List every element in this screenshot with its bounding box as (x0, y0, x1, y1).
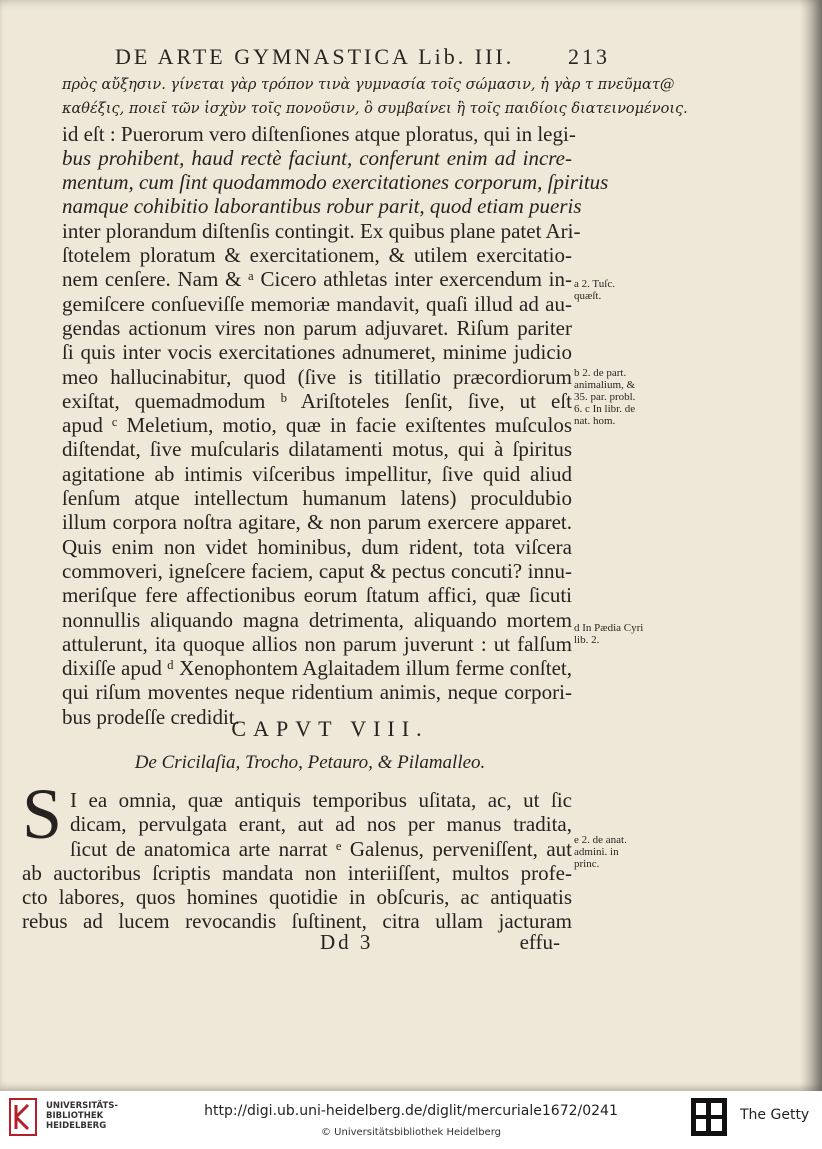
text-line: πρὸς αὔξησιν. γίνεται γὰρ τρόπον τινὰ γυμνασία τοῖς σώμασιν, ἡ γὰρ τ πνεῦματ@ (62, 77, 675, 93)
chapter-text-block (22, 788, 572, 934)
text-line: nem cenſere. Nam & ᵃ Cicero athletas inter exercendum in- (62, 267, 572, 292)
drop-capital: S (22, 774, 63, 854)
catchline (320, 930, 560, 954)
text-line: I ea omnia, quæ antiquis temporibus uſitata, ac, ut ſic (70, 788, 572, 812)
getty-label: The Getty (740, 1107, 810, 1123)
chapter-title: CAPVT VIII. (231, 716, 429, 741)
text-line: ſicut de anatomica arte narrat ᵉ Galenus, perveniſſent, aut (70, 836, 572, 861)
text-line: inter plorandum diſtenſis contingit. Ex quibus plane patet Ari- (62, 218, 581, 243)
text-line: illum corpora noſtra agitare, & non parum exercere apparet. (62, 510, 572, 535)
margin-note-b-c: b 2. de part. animalium, & 35. par. probl. 6. c In libr. de nat. hom. (574, 367, 636, 427)
text-line: mentum, cum ſint quodammodo exercitationes corporum, ſpiritus (62, 170, 609, 195)
text-line: meriſque fere affectionibus eorum ſtatum affici, quæ ſicuti (62, 583, 572, 608)
text-line: namque cohibitio laborantibus robur parit, quod etiam pueris (62, 194, 582, 219)
text-line: exiſtat, quemadmodum ᵇ Ariſtoteles ſenſit, ſive, ut eſt (62, 388, 572, 413)
text-line: meo hallucinabitur, quod (ſive is titillatio præcordiorum (62, 364, 572, 389)
text-line: gendas actionum vires non parum adjuvaret. Riſum pariter (62, 315, 572, 340)
margin-note-a: a 2. Tuſc. quæſt. (574, 278, 615, 302)
text-line: id eſt : Puerorum vero diſtenſiones atque ploratus, qui in legi- (62, 121, 576, 146)
signature-mark: Dd 3 (320, 930, 374, 954)
text-line: agitatione ab intimis viſceribus impellitur, ſive quid aliud (62, 461, 572, 486)
text-line: nonnullis aliquando magna detrimenta, aliquando mortem (62, 607, 572, 632)
text-line: qui riſum moventes neque ridentium animis, neque corpori- (62, 680, 572, 705)
text-line: bus prohibent, haud rectè faciunt, conferunt enim ad incre- (62, 145, 572, 170)
text-line: commoveri, igneſcere faciem, caput & pectus concuti? innu- (62, 558, 572, 583)
text-line: ſenſum atque intellectum humanum latens) proculdubio (62, 486, 572, 511)
copyright-notice: © Universitätsbibliothek Heidelberg (320, 1127, 501, 1138)
text-line: dixiſſe apud ᵈ Xenophontem Aglaitadem illum ferme conſtet, (62, 656, 572, 681)
catchword: effu- (519, 930, 560, 954)
margin-note-e: e 2. de anat. admini. in princ. (574, 834, 627, 870)
chapter-subtitle: De Cricilaſia, Trocho, Petauro, & Pilamalleo. (134, 752, 486, 773)
getty-logo-icon (690, 1097, 728, 1137)
page-url-link[interactable]: http://digi.ub.uni-heidelberg.de/diglit/mercuriale1672/0241 (204, 1103, 618, 1119)
footer-bar (0, 1091, 822, 1149)
text-line: rebus ad lucem revocandis ſuſtinent, citra ullam jacturam (22, 909, 572, 934)
text-line: attulerunt, ita quoque allios non parum juverunt : ut falſum (62, 631, 572, 656)
text-line: diſtendat, ſive muſcularis dilatamenti motus, qui à ſpiritus (62, 437, 572, 462)
text-line: cto labores, quos homines quotidie in obſcuris, ac antiquatis (22, 885, 572, 910)
running-head (115, 44, 610, 72)
university-name: UNIVERSITÄTS- BIBLIOTHEK HEIDELBERG (46, 1101, 118, 1131)
running-title: DE ARTE GYMNASTICA Lib. III. (115, 44, 515, 69)
text-line: ſtotelem ploratum & exercitationem, & utilem exercitatio- (62, 243, 572, 268)
text-line: Quis enim non videt hominibus, dum rident, tota viſcera (62, 534, 572, 559)
page-number: 213 (568, 44, 610, 69)
margin-note-d: d In Pædia Cyri lib. 2. (574, 622, 644, 646)
text-line: bus prodeſſe credidit. (62, 704, 240, 729)
text-line: καθέξις, ποιεῖ τῶν ἰσχὺν τοῖς πονοῦσιν, ὃ συμβαίνει ἢ τοῖς παιδίοις διατεινομένοις. (62, 101, 688, 118)
text-line: apud ᶜ Meletium, motio, quæ in facie exiſtentes muſculos (62, 413, 572, 438)
text-line: gemiſcere conſueviſſe memoriæ mandavit, quaſi illud ad au- (62, 291, 572, 316)
text-line: ſi quis inter vocis exercitationes adnumeret, minime judicio (62, 340, 572, 365)
text-line: dicam, pervulgata erant, aut ad nos per manus tradita, (70, 812, 572, 837)
text-line: ab auctoribus ſcriptis mandata non interiiſſent, multos profe- (22, 860, 572, 885)
